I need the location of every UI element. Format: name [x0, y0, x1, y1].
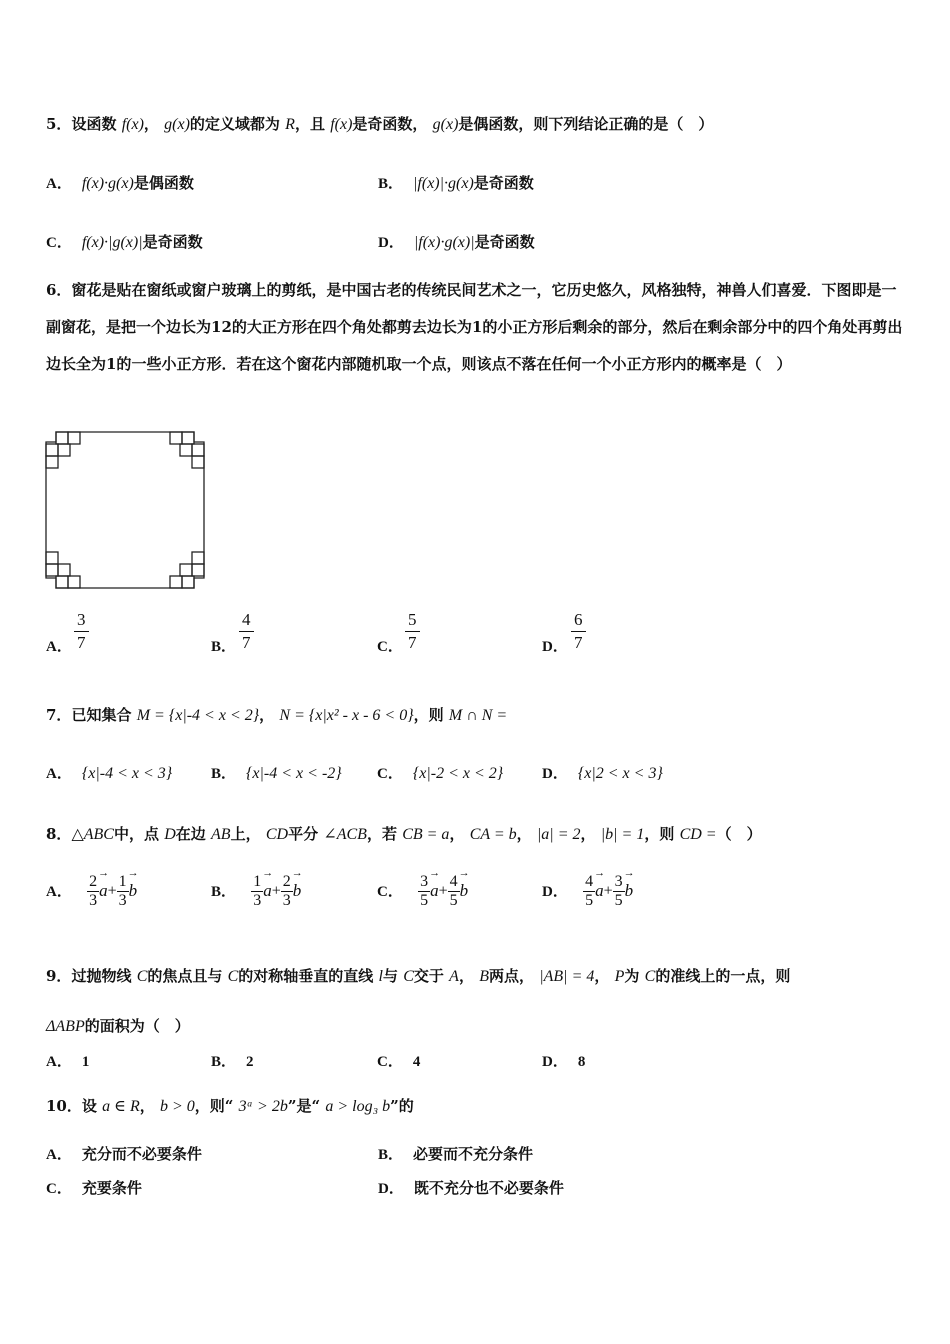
vector-a: → a	[595, 881, 604, 900]
q8-side-ab: AB	[211, 826, 231, 843]
numerator: 5	[405, 610, 420, 632]
q8-mod-a: |a| = 2	[536, 826, 581, 843]
q6-option-c-fraction	[405, 610, 420, 653]
option-text: 充要条件	[81, 1179, 142, 1197]
option-text: 1	[81, 1054, 90, 1070]
q5-option-d[interactable]	[378, 231, 535, 252]
coef-1	[251, 873, 263, 910]
denominator: 5	[449, 892, 458, 909]
vector-b: → b	[293, 881, 302, 900]
q9-stem	[46, 965, 790, 986]
q5-f: f(x)	[121, 116, 144, 133]
option-math: {x|-4 < x < -2}	[246, 765, 342, 782]
q5-R: R	[285, 116, 295, 133]
numerator: 1	[118, 873, 127, 890]
q5-option-b[interactable]	[378, 172, 534, 193]
option-label: C．	[46, 235, 72, 251]
option-text: 2	[246, 1054, 254, 1070]
option-label: B．	[211, 766, 237, 782]
q8-sep3: ，	[580, 825, 596, 843]
denominator: 7	[242, 633, 251, 652]
q5-text: 设函数	[71, 115, 117, 133]
option-math: {x|2 < x < 3}	[577, 765, 663, 782]
q9-point-b: B	[479, 968, 489, 985]
q9-curve-c3: C	[403, 968, 414, 985]
q8-vector-ca: CA = b	[469, 826, 517, 843]
q5-text2: 的定义域都为	[189, 115, 280, 133]
option-label: A．	[46, 1054, 72, 1070]
option-label: B．	[211, 639, 237, 655]
q10-stem	[46, 1095, 414, 1116]
coef-2	[281, 873, 293, 910]
option-math: f(x)·g(x)	[81, 175, 134, 192]
option-label: C．	[377, 883, 403, 900]
q7-option-a[interactable]	[46, 762, 172, 783]
q5-stem	[46, 113, 713, 134]
coef-1	[583, 873, 595, 910]
plus: +	[603, 882, 613, 900]
q10-option-a[interactable]	[46, 1143, 202, 1164]
coef-2	[448, 873, 460, 910]
q8-number: 8．	[46, 825, 72, 843]
option-text: 4	[412, 1054, 421, 1070]
q9-stem-line2	[46, 1015, 190, 1036]
plus: +	[271, 882, 281, 900]
q5-option-a[interactable]	[46, 172, 194, 193]
q8-angle: ∠ACB	[323, 826, 367, 843]
q8-text5: ，若	[366, 825, 397, 843]
option-label: C．	[377, 1054, 403, 1070]
q8-text2: 在边	[175, 825, 206, 843]
option-math: |f(x)·g(x)|	[413, 234, 475, 251]
option-label: C．	[46, 1181, 72, 1197]
q7-text: 已知集合	[71, 706, 132, 724]
denominator: 3	[89, 892, 98, 909]
q9-option-d[interactable]	[542, 1050, 595, 1071]
q5-option-c[interactable]	[46, 231, 203, 252]
option-label: C．	[377, 766, 403, 782]
q8-option-c[interactable]	[377, 873, 468, 910]
denominator: 5	[420, 892, 429, 909]
q6-stem	[46, 272, 906, 383]
q6-option-b-fraction	[239, 610, 254, 653]
q8-text6: ，则	[644, 825, 675, 843]
q8-option-d[interactable]	[542, 873, 633, 910]
q9-length-ab: |AB| = 4	[539, 968, 595, 985]
q8-sep: ，	[449, 825, 465, 843]
option-label: A．	[46, 883, 72, 900]
option-text: 充分而不必要条件	[81, 1145, 202, 1163]
q8-triangle: △ABC	[71, 826, 114, 843]
q10-option-d[interactable]	[378, 1177, 564, 1198]
q8-text4: 平分	[288, 825, 319, 843]
q10-sep: ，	[139, 1097, 155, 1115]
q5-number: 5．	[46, 115, 72, 133]
option-label: D．	[542, 1054, 568, 1070]
denominator: 3	[282, 892, 291, 909]
denominator: 7	[574, 633, 583, 652]
q10-condition-1: 3ᵃ > 2b	[238, 1098, 288, 1115]
q8-text3: 上，	[230, 825, 261, 843]
denominator: 3	[118, 892, 127, 909]
option-text: 必要而不充分条件	[413, 1145, 534, 1163]
q9-triangle: ΔABP	[46, 1018, 85, 1035]
q5-text5: 是偶函数，则下列结论正确的是（ ）	[458, 115, 714, 133]
option-label: D．	[542, 639, 568, 655]
q8-mod-b: |b| = 1	[600, 826, 645, 843]
denominator: 5	[585, 892, 594, 909]
q5-f2: f(x)	[330, 116, 353, 133]
q9-text6: 两点，	[488, 967, 534, 985]
q10-cond-a: a ∈ R	[102, 1098, 140, 1115]
q9-point-a: A	[449, 968, 459, 985]
coef-1	[87, 873, 99, 910]
q10-cond-b: b > 0	[160, 1098, 195, 1115]
vector-a: → a	[430, 881, 439, 900]
option-label: A．	[46, 176, 72, 192]
q9-text4: 与	[382, 967, 398, 985]
option-label: B．	[211, 1054, 237, 1070]
q5-g: g(x)	[164, 116, 190, 133]
plus: +	[438, 882, 448, 900]
q9-curve-c2: C	[227, 968, 239, 985]
q8-option-b[interactable]	[211, 873, 301, 910]
q6-option-d-fraction	[571, 610, 586, 653]
q7-stem	[46, 704, 507, 725]
option-label: D．	[378, 235, 404, 251]
option-label: A．	[46, 766, 72, 782]
numerator: 6	[571, 610, 586, 632]
option-math: {x|-2 < x < 2}	[412, 765, 504, 782]
q9-text3: 的对称轴垂直的直线	[238, 967, 374, 985]
q8-option-a[interactable]	[46, 873, 137, 910]
coef-2	[613, 873, 625, 910]
q7-option-b[interactable]	[211, 762, 342, 783]
option-math: |f(x)|·g(x)	[413, 175, 474, 192]
q8-point-d: D	[164, 826, 176, 843]
numerator: 3	[614, 873, 623, 890]
q8-segment-cd: CD	[265, 826, 289, 843]
q5-g2: g(x)	[432, 116, 459, 133]
q8-stem	[46, 823, 762, 844]
q8-text: 中，点	[113, 825, 159, 843]
q6-text: 窗花是贴在窗纸或窗户玻璃上的剪纸，是中国古老的传统民间艺术之一，它历史悠久，风格独特，神兽人们喜爱．下图即是一副窗花，是把一个边长为12的大正方形在四个角处都剪去边长为1的小正方形后剩余的部分，然后在剩余部分中的四个角处再剪出边长全为1的一些小正方形．若在这个窗花内部随机取一个点，则该点不落在任何一个小正方形内的概率是（ ）	[46, 281, 903, 373]
numerator: 2	[282, 873, 291, 890]
option-label: B．	[211, 883, 237, 900]
q9-option-a[interactable]	[46, 1050, 99, 1071]
q9-sep2: ，	[594, 967, 610, 985]
vector-b: → b	[129, 881, 138, 900]
numerator: 4	[239, 610, 254, 632]
option-label: C．	[377, 639, 403, 655]
option-label: A．	[46, 639, 72, 655]
q7-option-d[interactable]	[542, 762, 663, 783]
vector-b: → b	[625, 881, 634, 900]
q8-ask: CD =	[679, 826, 717, 843]
q10-text2: ，则“	[194, 1097, 234, 1115]
vector-b: → b	[460, 881, 469, 900]
numerator: 3	[74, 610, 89, 632]
option-label: D．	[378, 1181, 404, 1197]
q8-vector-cb: CB = a	[402, 826, 450, 843]
q10-condition-2: a > log₃ b	[325, 1098, 391, 1115]
q10-text3: ”是“	[287, 1097, 321, 1115]
plus: +	[107, 882, 117, 900]
q9-text: 过抛物线	[71, 967, 132, 985]
q9-option-c[interactable]	[377, 1050, 430, 1071]
q9-curve-c4: C	[644, 968, 656, 985]
numerator: 4	[585, 873, 594, 890]
q9-sep: ，	[458, 967, 474, 985]
q7-text2: ，则	[413, 706, 444, 724]
q8-paren: （ ）	[716, 825, 762, 843]
q5-sep: ，	[143, 115, 159, 133]
numerator: 3	[420, 873, 429, 890]
option-label: A．	[46, 1147, 72, 1163]
q9-text8: 的准线上的一点，则	[655, 967, 791, 985]
q9-option-b[interactable]	[211, 1050, 264, 1071]
numerator: 1	[253, 873, 262, 890]
q6-option-a-fraction	[74, 610, 89, 653]
denominator: 7	[408, 633, 417, 652]
q9-text7: 为	[624, 967, 640, 985]
option-text: 8	[577, 1054, 586, 1070]
q9-point-p: P	[614, 968, 625, 985]
option-label: B．	[378, 1147, 404, 1163]
q7-intersection: M ∩ N =	[448, 707, 508, 724]
q9-text2: 的焦点且与	[147, 967, 223, 985]
numerator: 4	[449, 873, 458, 890]
q9-text5: 交于	[413, 967, 444, 985]
q7-number: 7．	[46, 706, 72, 724]
q9-number: 9．	[46, 967, 72, 985]
q7-set-n: N = {x|x² - x - 6 < 0}	[279, 707, 414, 724]
option-text: 是奇函数	[142, 233, 203, 251]
coef-1	[418, 873, 430, 910]
option-math: f(x)·|g(x)|	[81, 234, 143, 251]
option-label: D．	[542, 766, 568, 782]
option-text: 既不充分也不必要条件	[413, 1179, 564, 1197]
q5-text4: 是奇函数，	[352, 115, 428, 133]
vector-a: → a	[263, 881, 272, 900]
option-label: B．	[378, 176, 404, 192]
q8-sep2: ，	[516, 825, 532, 843]
q10-text: 设	[81, 1097, 97, 1115]
q5-text3: ，且	[294, 115, 325, 133]
q9-text9: 的面积为（ ）	[84, 1017, 190, 1035]
option-text: 是奇函数	[473, 174, 534, 192]
denominator: 7	[77, 633, 86, 652]
q10-option-c[interactable]	[46, 1177, 142, 1198]
option-text: 是奇函数	[474, 233, 535, 251]
q10-option-b[interactable]	[378, 1143, 533, 1164]
denominator: 3	[253, 892, 262, 909]
vector-a: → a	[99, 881, 108, 900]
window-flower-figure	[44, 430, 208, 590]
numerator: 2	[89, 873, 98, 890]
q7-set-m: M = {x|-4 < x < 2}	[136, 707, 260, 724]
q10-text4: ”的	[390, 1097, 414, 1115]
q7-sep: ，	[259, 706, 275, 724]
option-math: {x|-4 < x < 3}	[81, 765, 173, 782]
q6-number: 6．	[46, 281, 72, 299]
option-text: 是偶函数	[133, 174, 194, 192]
option-label: D．	[542, 883, 568, 900]
denominator: 5	[614, 892, 623, 909]
q7-option-c[interactable]	[377, 762, 503, 783]
q10-number: 10．	[46, 1097, 82, 1115]
q9-line-l: l	[378, 968, 383, 985]
q9-curve-c: C	[136, 968, 148, 985]
coef-2	[117, 873, 129, 910]
